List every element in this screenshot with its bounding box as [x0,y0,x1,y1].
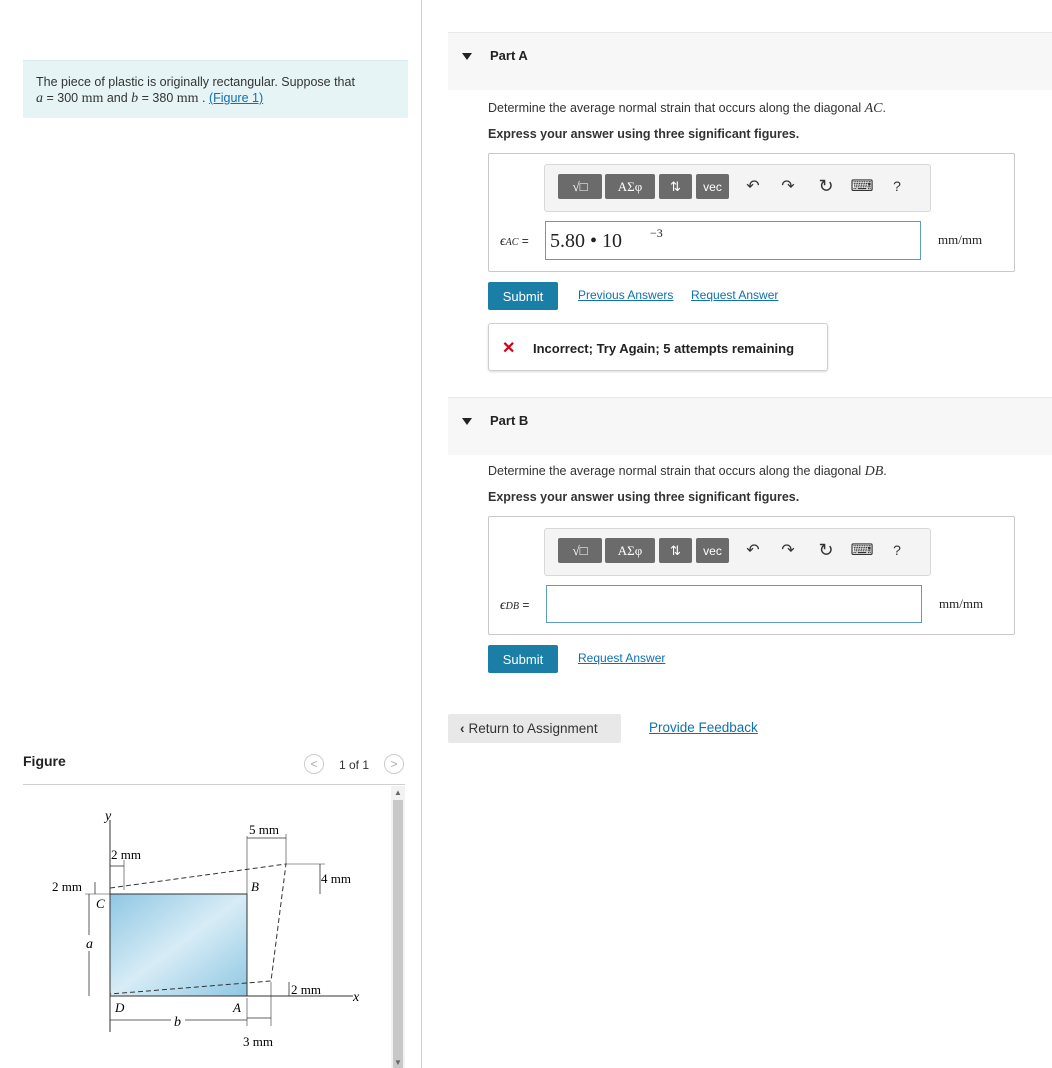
corner-a-label: A [233,1000,241,1015]
chevron-left-icon: ‹ [460,721,465,736]
y-axis-label: y [105,809,112,824]
vec-button[interactable]: vec [696,174,729,199]
scroll-up-icon[interactable]: ▲ [394,788,402,797]
part-b-label: Part B [490,413,529,428]
part-a-variable [500,234,529,250]
part-a-diagonal: AC [864,101,883,116]
part-a-submit-button[interactable]: Submit [488,282,558,310]
a-unit: mm [81,91,104,106]
arrows-button[interactable]: ⇅ [659,538,692,563]
math-toolbar [544,528,931,576]
equals-sign: = [518,598,530,612]
collapse-triangle-icon[interactable] [462,418,472,425]
dim-5mm-label: 5 mm [249,822,279,837]
chevron-left-icon: < [310,757,318,771]
collapse-triangle-icon[interactable] [462,53,472,60]
b-unit: mm [176,91,199,106]
greek-button[interactable]: ΑΣφ [605,538,655,563]
figure-link[interactable]: (Figure 1) [208,91,264,105]
keyboard-icon[interactable]: ⌨ [850,178,874,195]
part-b-variable [500,598,529,614]
dim-3mm-label: 3 mm [243,1034,273,1049]
scroll-down-icon[interactable]: ▼ [394,1058,402,1067]
feedback-message: Incorrect; Try Again; 5 attempts remaining [533,341,795,356]
figure-diagram [23,786,389,1068]
keyboard-icon[interactable]: ⌨ [850,542,874,559]
help-icon[interactable]: ? [893,542,901,558]
redo-icon[interactable]: ↷ [781,178,795,195]
dim-a-label: a [86,937,93,952]
plastic-rectangle [110,894,247,996]
part-b-units: mm/mm [939,596,984,611]
figure-pager: 1 of 1 [339,758,370,772]
part-a-prompt [488,101,886,117]
part-a-prompt-text: Determine the average normal strain that occurs along the diagonal [488,101,865,115]
corner-d-label: D [115,1000,125,1015]
part-a-answer-exponent: −3 [650,226,663,240]
part-a-answer-value: 5.80 • 10 [550,230,623,252]
part-b-header[interactable] [448,397,1052,455]
redo-icon[interactable]: ↷ [781,542,795,559]
dim-b-label: b [174,1015,181,1030]
arrows-button[interactable]: ⇅ [659,174,692,199]
b-value: = 380 [138,91,177,105]
chevron-right-icon: > [390,757,398,771]
equals-sign: = [518,234,529,248]
undo-icon[interactable]: ↶ [746,542,760,559]
part-a-answer-input[interactable] [545,221,921,260]
part-a-request-answer-link[interactable]: Request Answer [691,288,779,302]
figure-divider [23,784,405,785]
part-b-diagonal: DB [864,464,884,479]
part-b-submit-button[interactable]: Submit [488,645,558,673]
dim-4mm-label: 4 mm [321,871,351,886]
corner-c-label: C [96,896,105,911]
return-label: Return to Assignment [468,721,598,736]
figure-title: Figure [23,753,66,769]
vec-button[interactable]: vec [696,538,729,563]
previous-answers-link[interactable]: Previous Answers [578,288,674,302]
part-a-instructions: Express your answer using three significant figures. [488,127,800,141]
reset-icon[interactable]: ↻ [818,175,834,196]
corner-b-label: B [251,879,259,894]
period: . [198,91,209,105]
part-b-prompt-end: . [883,464,887,478]
part-a-label: Part A [490,48,528,63]
templates-button[interactable]: √□ [558,174,602,199]
part-b-answer-box [488,516,1015,635]
part-b-answer-input[interactable] [546,585,922,623]
problem-sentence: The piece of plastic is originally rectangular. Suppose that [36,75,355,89]
math-toolbar [544,164,931,212]
and-text: and [103,91,132,105]
return-to-assignment-button[interactable] [448,714,621,743]
dim-2mm-top-label: 2 mm [111,847,141,862]
provide-feedback-link[interactable]: Provide Feedback [649,720,758,735]
incorrect-x-icon: ✕ [502,340,516,357]
a-value: = 300 [43,91,82,105]
var-a: a [36,91,43,106]
part-a-header[interactable] [448,32,1052,90]
dim-2mm-right-label: 2 mm [291,982,321,997]
pane-divider [421,0,422,1068]
dim-2mm-left-label: 2 mm [52,879,82,894]
greek-button[interactable]: ΑΣφ [605,174,655,199]
problem-values [36,90,396,107]
part-b-prompt [488,464,887,480]
part-a-prompt-end: . [882,101,886,115]
part-a-answer-box [488,153,1015,272]
part-b-request-answer-link[interactable]: Request Answer [578,651,666,665]
undo-icon[interactable]: ↶ [746,178,760,195]
var-b: b [131,91,139,106]
prev-figure-button[interactable] [304,754,324,774]
part-a-units: mm/mm [938,232,983,247]
part-b-instructions: Express your answer using three significant figures. [488,490,800,504]
part-a-feedback [488,323,828,371]
figure-scroll-thumb[interactable] [393,800,403,1068]
x-axis-label: x [353,990,360,1005]
part-b-prompt-text: Determine the average normal strain that occurs along the diagonal [488,464,865,478]
problem-statement [23,60,408,118]
part-b-subscript: DB [505,601,519,612]
epsilon-symbol: ϵ [500,598,506,613]
reset-icon[interactable]: ↻ [818,539,834,560]
templates-button[interactable]: √□ [558,538,602,563]
next-figure-button[interactable] [384,754,404,774]
epsilon-symbol: ϵ [500,234,506,249]
part-a-subscript: AC [505,237,519,248]
help-icon[interactable]: ? [893,178,901,194]
